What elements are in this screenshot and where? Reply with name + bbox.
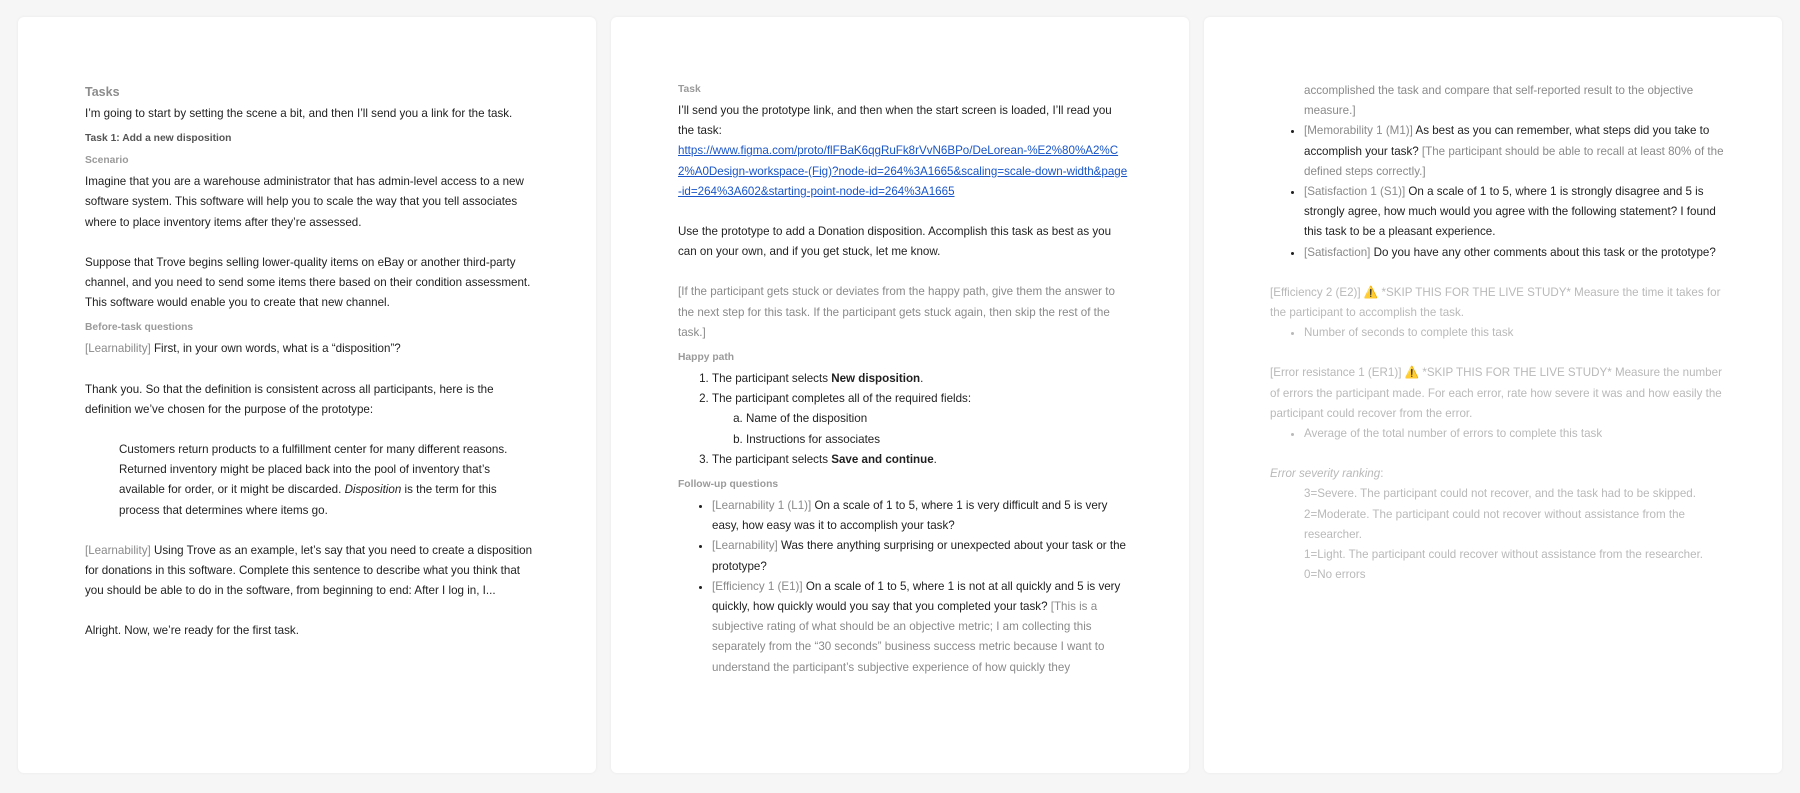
- follow-up-1: • [Learnability 1 (L1)] On a scale of 1 to 5, where 1 is very difficult and 5 is very easy, how easy was it to accomplish your task?: [712, 496, 1130, 536]
- satisfaction-question-1: • [Satisfaction 1 (S1)] On a scale of 1 to 5, where 1 is strongly disagree and 5 is strongly agree, how much would you agree with the following statement? I found this task to be a pleasant experience.: [1304, 182, 1730, 243]
- prototype-link[interactable]: https://www.figma.com/proto/flFBaK6qgRuFk8rVvN6BPo/DeLorean-%E2%80%A2%C2%A0Design-workspace-(Fig)?node-id=264%3A1665&scaling=scale-down-width&page-id=264%3A602&starting-point-node-id=264%3A1665: [678, 144, 1128, 198]
- definition-term: Disposition: [344, 483, 402, 497]
- document-page-2: [611, 17, 1189, 773]
- follow-up-heading: Follow-up questions: [678, 479, 779, 491]
- follow-up-3: • [Efficiency 1 (E1)] On a scale of 1 to 5, where 1 is not at all quickly and 5 is very quickly, how quickly would you say that you completed your task? [This is a subjective rating of what should be an objective metric; I am collecting this separately from the “30 seconds” business success metric because I want to understand the participant’s subjective experience of how quickly they: [712, 577, 1130, 678]
- question-1-text: First, in your own words, what is a “disposition”?: [150, 342, 401, 356]
- severity-heading: Error severity ranking:: [1270, 467, 1384, 481]
- new-disposition-label: New disposition: [831, 372, 921, 386]
- field-instructions: b. Instructions for associates: [746, 430, 1130, 450]
- question-1: [85, 339, 537, 359]
- error-resistance-metric: • Average of the total number of errors to complete this task: [1304, 424, 1730, 444]
- scenario-heading: Scenario: [85, 155, 129, 167]
- severity-3: 3=Severe. The participant could not recover, and the task had to be skipped.: [1304, 487, 1696, 501]
- happy-path-list: [678, 369, 1130, 470]
- task-heading-2: Task: [678, 84, 701, 95]
- document-page-3: [1204, 17, 1782, 773]
- thanks-text: Thank you. So that the definition is consistent across all participants, here is the definition we’ve chosen for the purpose of the prototype:: [85, 382, 494, 416]
- scenario-paragraph-2: Suppose that Trove begins selling lower-quality items on eBay or another third-party channel, and you need to send some items there based on their condition assessment. This software would enable you to create that new channel.: [85, 255, 531, 310]
- definition-text-a: Customers return products to a fulfillment center for many different reasons. Returned inventory might be placed back into the pool of inventory that’s available for order, or it might be discarded.: [119, 443, 508, 497]
- page-1-content: [85, 83, 537, 642]
- task-instruction: Use the prototype to add a Donation disposition. Accomplish this task as best as you can on your own, and if you get stuck, let me know.: [678, 225, 1112, 259]
- follow-up-list: [678, 496, 1130, 678]
- question-2-text: Using Trove as an example, let’s say that you need to create a disposition for donations in this software. Complete this sentence to describe what you think that you should be able to do in the software, from beginning to end: After I log in, I...: [85, 543, 533, 598]
- stuck-note: [If the participant gets stuck or deviates from the happy path, give them the answer to the next step for this task. If the participant gets stuck again, then skip the rest of the task.]: [678, 285, 1115, 339]
- page-2-content: [678, 83, 1130, 678]
- efficiency-2-list: [1270, 323, 1730, 343]
- before-task-heading: Before-task questions: [85, 322, 194, 334]
- follow-up-list-continued: [1270, 121, 1730, 262]
- severity-1: 1=Light. The participant could recover without assistance from the researcher.: [1304, 548, 1704, 562]
- question-2-tag: [Learnability]: [85, 543, 151, 557]
- satisfaction-question-2: • [Satisfaction] Do you have any other comments about this task or the prototype?: [1304, 243, 1730, 263]
- memorability-question: • [Memorability 1 (M1)] As best as you can remember, what steps did you take to accomplish your task? [The participant should be able to recall at least 80% of the defined steps correctly.]: [1304, 121, 1730, 182]
- error-resistance-list: [1270, 424, 1730, 444]
- efficiency-2-note: [Efficiency 2 (E2)] ⚠️ *SKIP THIS FOR THE LIVE STUDY* Measure the time it takes for the participant to accomplish the task.: [1270, 285, 1721, 320]
- send-link-text: I’ll send you the prototype link, and then when the start screen is loaded, I’ll read you the task:: [678, 104, 1112, 138]
- field-name: a. Name of the disposition: [746, 409, 1130, 429]
- document-page-1: [18, 17, 596, 773]
- continued-note: accomplished the task and compare that self-reported result to the objective measure.]: [1304, 84, 1694, 118]
- scenario-paragraph-1: Imagine that you are a warehouse administrator that has admin-level access to a new software system. This software will help you to scale the way that you tell associates where to place inventory items after they’re assessed.: [85, 175, 524, 229]
- ready-text: Alright. Now, we’re ready for the first task.: [85, 624, 299, 638]
- step-3: 3. The participant selects Save and continue.: [712, 450, 1130, 470]
- severity-0: 0=No errors: [1304, 568, 1366, 582]
- happy-path-heading: Happy path: [678, 352, 735, 364]
- severity-2: 2=Moderate. The participant could not recover without assistance from the researcher.: [1304, 507, 1685, 541]
- page-3-content: [1270, 81, 1730, 585]
- efficiency-2-metric: • Number of seconds to complete this task: [1304, 323, 1730, 343]
- severity-list: [1270, 484, 1730, 585]
- required-fields-list: [712, 409, 1130, 449]
- step-2: 2. The participant completes all of the required fields: a. Name of the disposition b. Instructions for associates: [712, 389, 1130, 450]
- follow-up-2: • [Learnability] Was there anything surprising or unexpected about your task or the prototype?: [712, 536, 1130, 576]
- definition-quote: [85, 440, 537, 521]
- definition-text-b: is the term for this process that determines where items go.: [119, 483, 497, 517]
- step-1: 1. The participant selects New disposition.: [712, 369, 1130, 389]
- save-continue-label: Save and continue: [831, 452, 934, 466]
- task-heading: Task 1: Add a new disposition: [85, 133, 232, 145]
- intro-text: I’m going to start by setting the scene a bit, and then I’ll send you a link for the task.: [85, 107, 513, 120]
- question-2: [85, 541, 537, 602]
- page-title: Tasks: [85, 85, 120, 99]
- error-resistance-note: [Error resistance 1 (ER1)] ⚠️ *SKIP THIS FOR THE LIVE STUDY* Measure the number of errors the participant made. For each error, rate how severe it was and how easily the participant could recover from the error.: [1270, 366, 1722, 420]
- question-1-tag: [Learnability]: [85, 342, 151, 356]
